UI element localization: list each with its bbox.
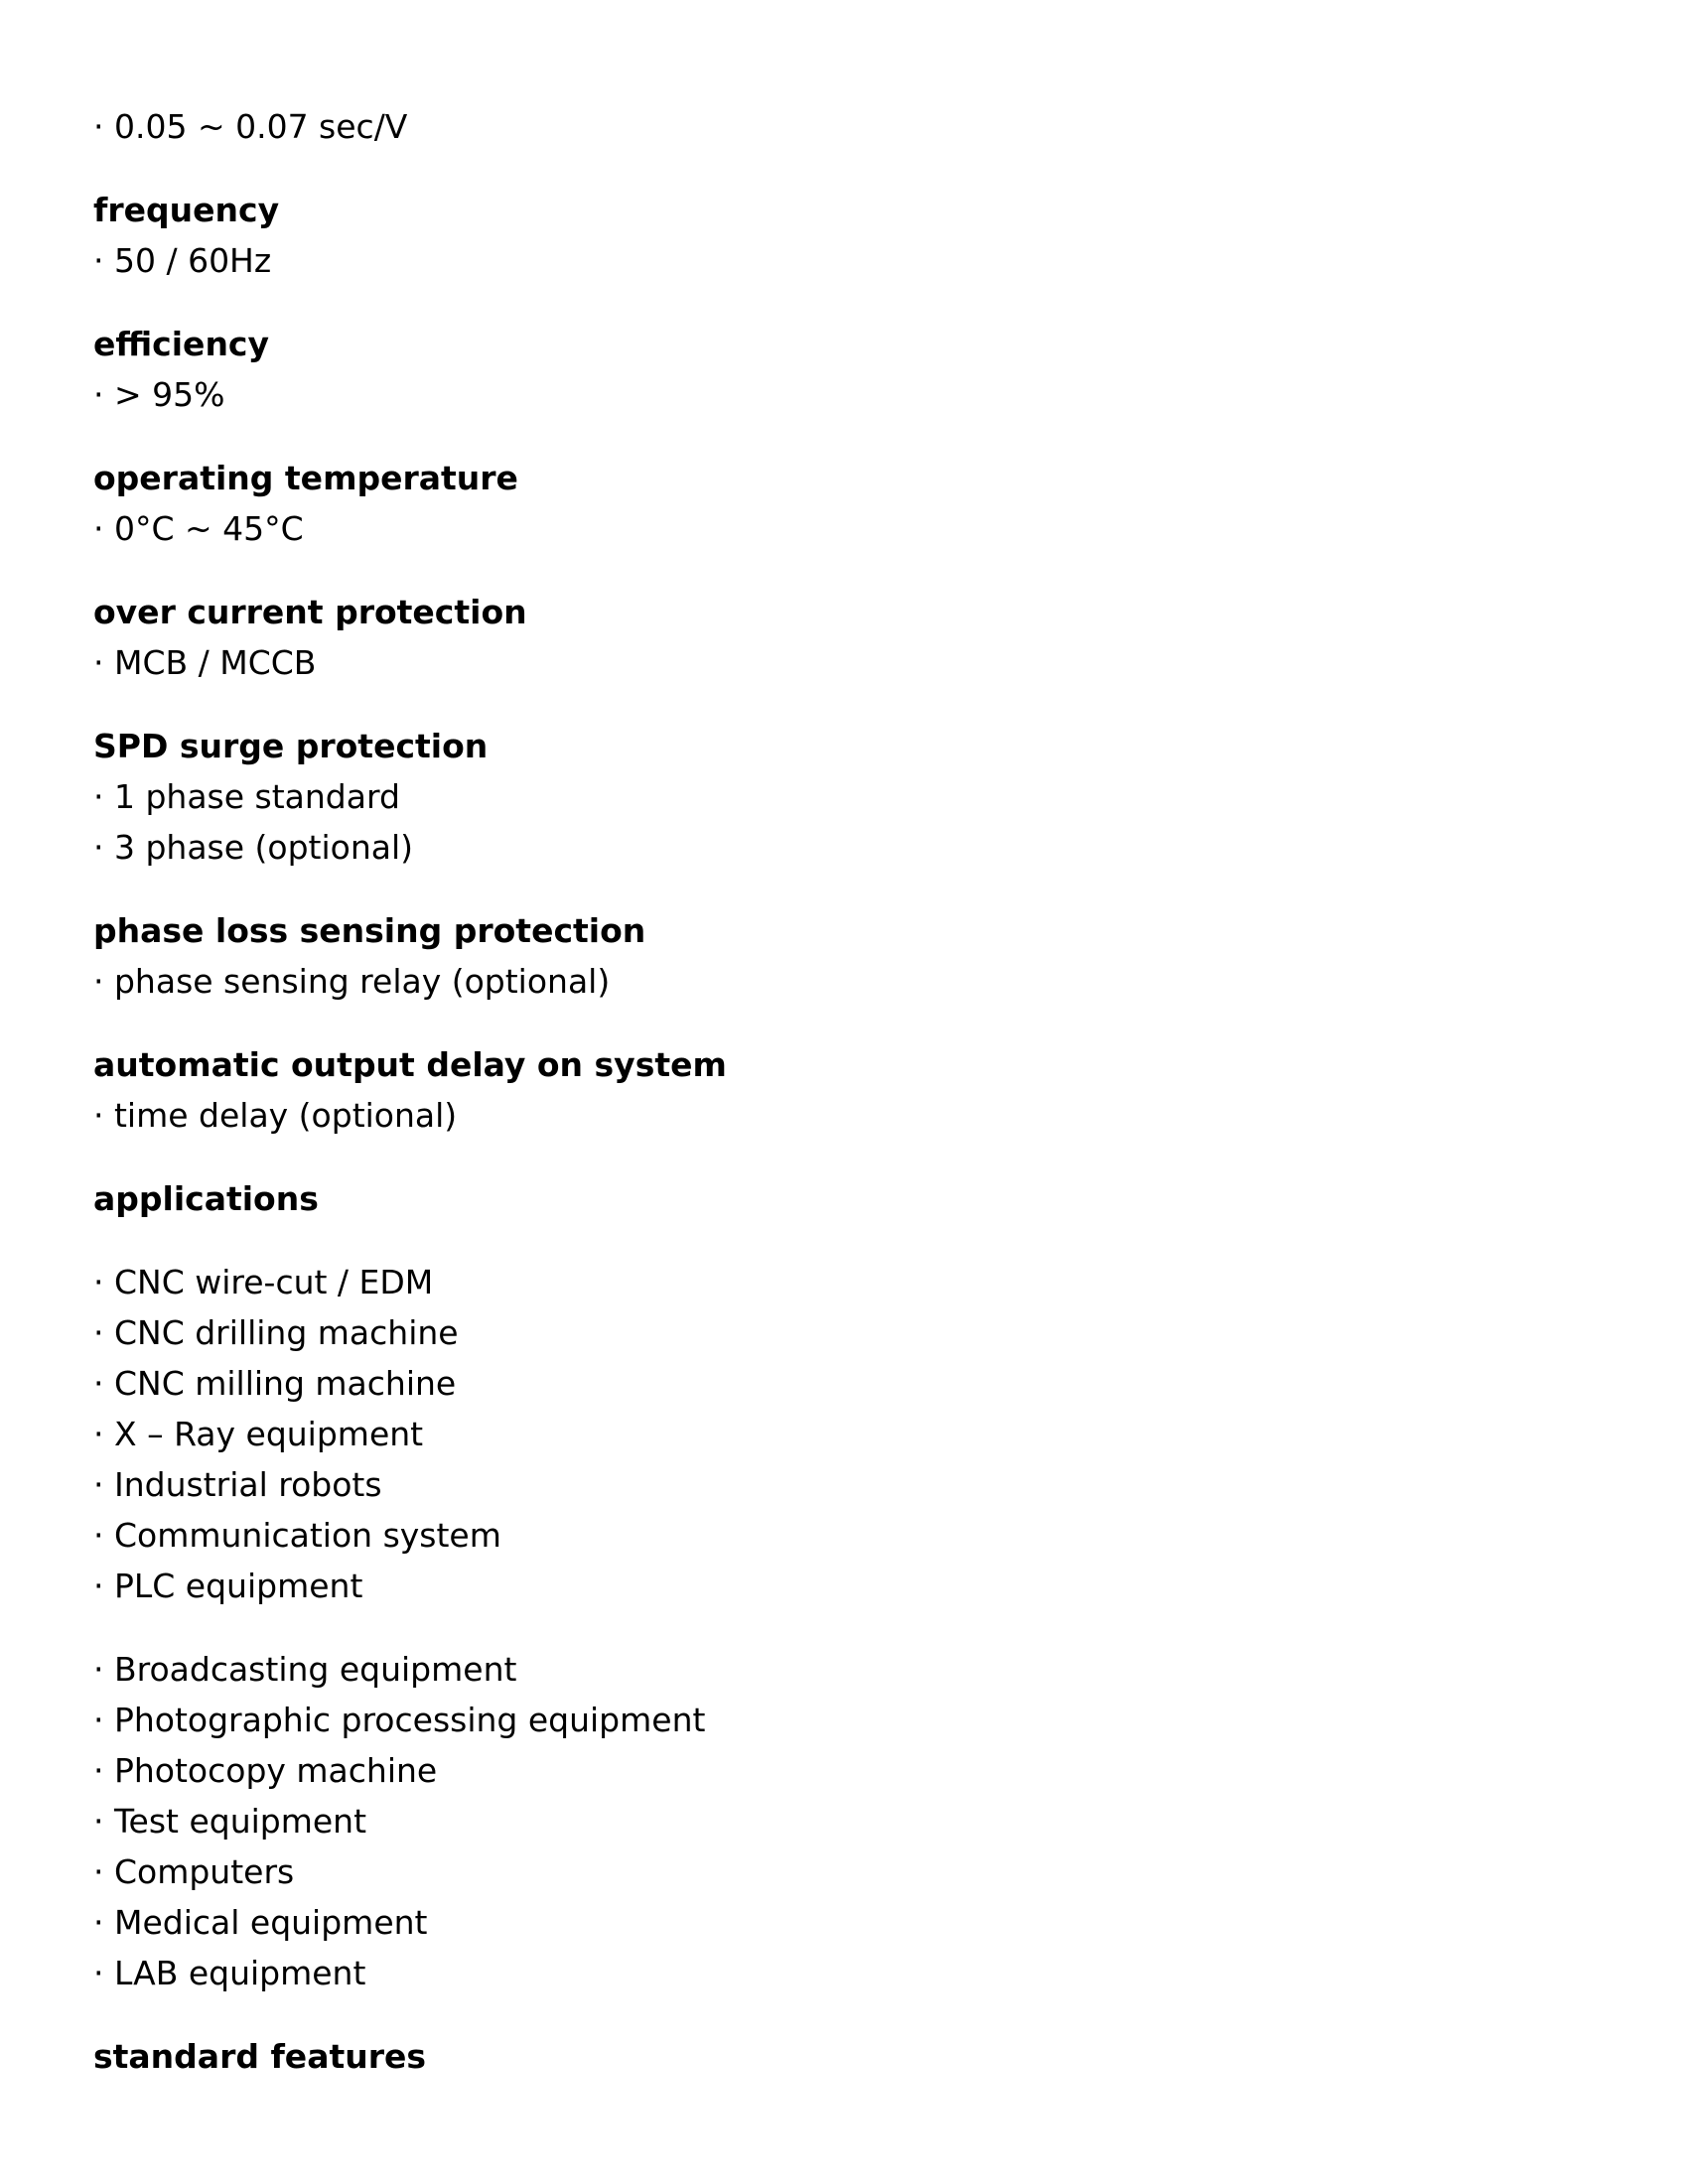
list-item: · Communication system (93, 1516, 501, 1555)
standard-features-heading: standard features (93, 2037, 427, 2076)
spd-item: · 3 phase (optional) (93, 828, 414, 867)
phase-loss-heading: phase loss sensing protection (93, 911, 646, 950)
over-current-item: · MCB / MCCB (93, 643, 317, 682)
list-item: · Industrial robots (93, 1465, 382, 1504)
spec-document (93, 101, 1583, 2082)
spd-heading: SPD surge protection (93, 727, 489, 765)
list-item: · Test equipment (93, 1802, 367, 1841)
list-item: · PLC equipment (93, 1567, 363, 1605)
list-item: · CNC drilling machine (93, 1313, 459, 1352)
list-item: · LAB equipment (93, 1954, 366, 1992)
list-item: · Medical equipment (93, 1903, 428, 1942)
efficiency-item: · > 95% (93, 375, 225, 414)
frequency-heading: frequency (93, 191, 280, 229)
list-item: · Photocopy machine (93, 1751, 438, 1790)
operating-temperature-heading: operating temperature (93, 459, 518, 497)
over-current-heading: over current protection (93, 593, 527, 631)
frequency-item: · 50 / 60Hz (93, 241, 272, 280)
list-item: · Computers (93, 1852, 295, 1891)
intro-bullet: · 0.05 ~ 0.07 sec/V (93, 107, 408, 146)
list-item: · CNC wire-cut / EDM (93, 1263, 434, 1301)
output-delay-heading: automatic output delay on system (93, 1045, 727, 1084)
output-delay-item: · time delay (optional) (93, 1096, 458, 1135)
applications-heading: applications (93, 1179, 319, 1218)
applications-list-1 (93, 1257, 1583, 1611)
efficiency-heading: efficiency (93, 325, 270, 363)
list-item: · CNC milling machine (93, 1364, 457, 1403)
list-item: · Photographic processing equipment (93, 1701, 706, 1739)
spd-item: · 1 phase standard (93, 777, 400, 816)
list-item: · Broadcasting equipment (93, 1650, 517, 1689)
operating-temperature-item: · 0°C ~ 45°C (93, 509, 304, 548)
list-item: · X – Ray equipment (93, 1415, 424, 1453)
applications-list-2 (93, 1644, 1583, 1998)
phase-loss-item: · phase sensing relay (optional) (93, 962, 611, 1001)
